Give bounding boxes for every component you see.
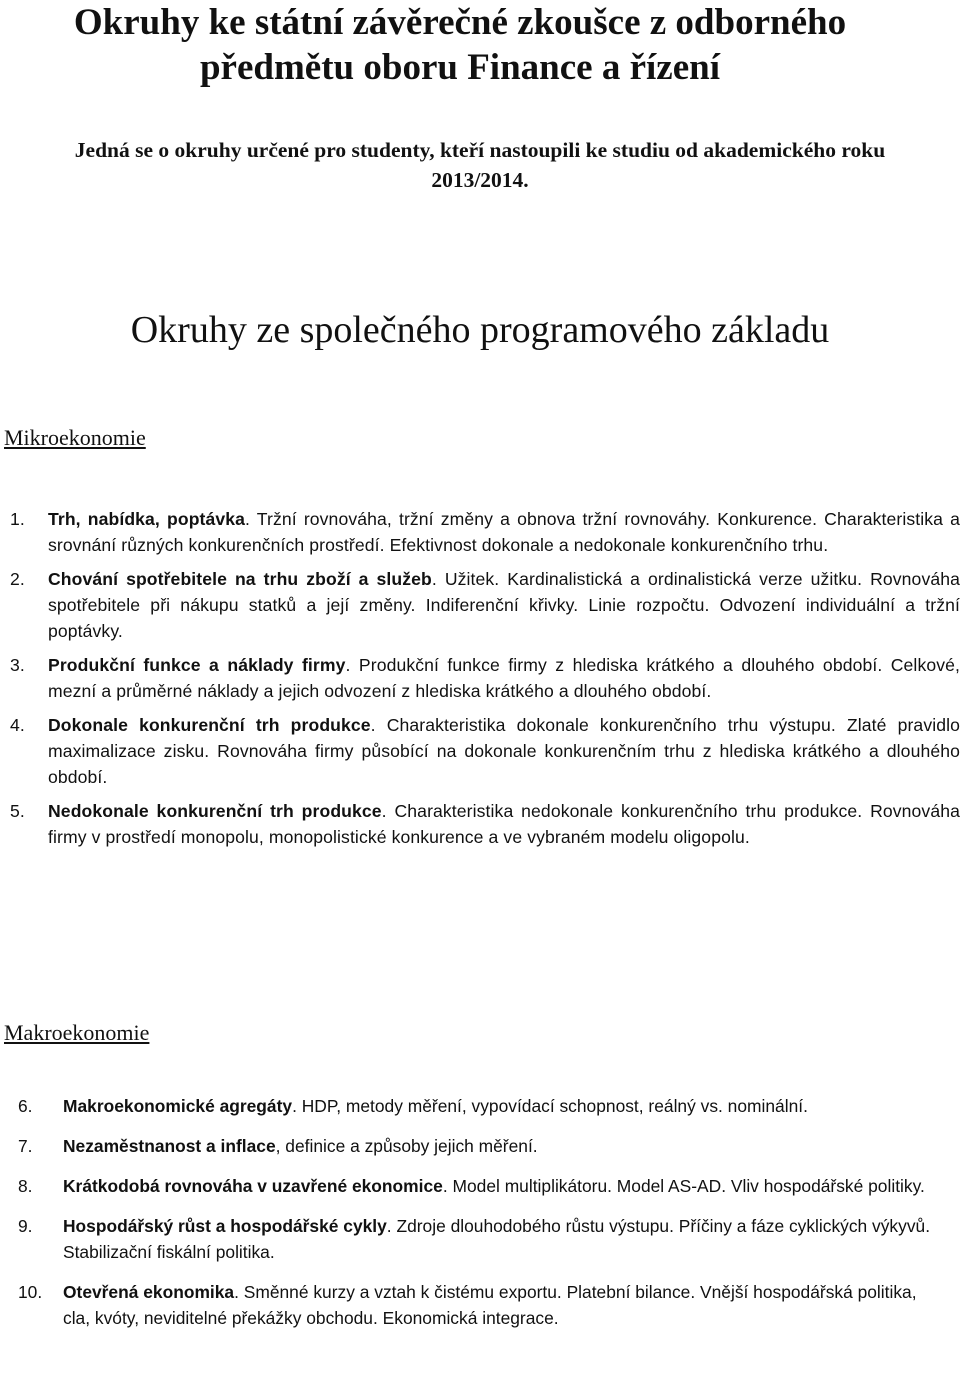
item-heading: Chování spotřebitele na trhu zboží a služeb: [48, 569, 432, 589]
item-text: . Směnné kurzy a vztah k čistému exportu. Platební bilance. Vnější hospodářská politika, cla, kvóty, neviditelné překážky obchodu. Ekonomická integrace.: [63, 1282, 917, 1328]
title-line-1: Okruhy ke státní závěrečné zkoušce z odborného: [73, 2, 847, 43]
item-number: 5.: [10, 801, 25, 821]
item-number: 9.: [18, 1216, 33, 1236]
item-number: 7.: [18, 1136, 33, 1156]
item-text: . Charakteristika nedokonale konkurenčního trhu produkce. Rovnováha firmy v prostředí monopolu, monopolistické konkurence a ve vybraném modelu oligopolu.: [48, 801, 960, 847]
micro-item-2: [10, 566, 960, 644]
item-number: 3.: [10, 655, 25, 675]
item-number: 1.: [10, 509, 25, 529]
item-text: , definice a způsoby jejich měření.: [275, 1136, 538, 1156]
item-heading: Produkční funkce a náklady firmy: [48, 655, 346, 675]
item-text: . HDP, metody měření, vypovídací schopnost, reálný vs. nominální.: [292, 1096, 808, 1116]
item-number: 8.: [18, 1176, 33, 1196]
item-heading: Trh, nabídka, poptávka: [48, 509, 246, 529]
item-number: 10.: [18, 1282, 43, 1302]
item-heading: Dokonale konkurenční trh produkce: [48, 715, 371, 735]
subtitle: [0, 135, 960, 195]
macro-item-10: [18, 1279, 943, 1331]
title-line-2: předmětu oboru Finance a řízení: [199, 47, 720, 88]
item-text: . Tržní rovnováha, tržní změny a obnova tržní rovnováhy. Konkurence. Charakteristika a srovnání různých konkurenčních prostředí. Efektivnost dokonale a nedokonale konkurenčního trhu.: [48, 509, 960, 555]
micro-item-3: [10, 652, 960, 704]
micro-heading: Mikroekonomie: [4, 425, 146, 450]
section-title: Okruhy ze společného programového základu: [130, 309, 830, 351]
macro-item-7: [18, 1133, 943, 1159]
item-number: 6.: [18, 1096, 33, 1116]
micro-item-4: [10, 712, 960, 790]
item-heading: Otevřená ekonomika: [63, 1282, 235, 1302]
macro-item-9: [18, 1213, 943, 1265]
macro-item-6: [18, 1093, 943, 1119]
item-heading: Krátkodobá rovnováha v uzavřené ekonomice: [63, 1176, 443, 1196]
item-heading: Nedokonale konkurenční trh produkce: [48, 801, 382, 821]
macro-item-8: [18, 1173, 943, 1199]
item-heading: Hospodářský růst a hospodářské cykly: [63, 1216, 387, 1236]
micro-list: [10, 506, 960, 850]
subtitle-line-1: Jedná se o okruhy určené pro studenty, kteří nastoupili ke studiu od akademického roku: [74, 138, 886, 162]
item-text: . Užitek. Kardinalistická a ordinalistická verze užitku. Rovnováha spotřebitele při nákupu statků a její změny. Indiferenční křivky. Linie rozpočtu. Odvození individuální a tržní poptávky.: [48, 569, 960, 641]
item-text: . Zdroje dlouhodobého růstu výstupu. Příčiny a fáze cyklických výkyvů. Stabilizační fiskální politika.: [63, 1216, 931, 1262]
item-heading: Makroekonomické agregáty: [63, 1096, 293, 1116]
item-text: . Model multiplikátoru. Model AS-AD. Vliv hospodářské politiky.: [442, 1176, 925, 1196]
document-title: [0, 0, 920, 90]
micro-item-5: [10, 798, 960, 850]
macro-list: [18, 1093, 943, 1331]
macro-heading: Makroekonomie: [4, 1020, 150, 1045]
subtitle-line-2: 2013/2014.: [431, 168, 529, 192]
item-number: 2.: [10, 569, 25, 589]
item-text: . Produkční funkce firmy z hlediska krátkého a dlouhého období. Celkové, mezní a průměrné náklady a jejich odvození z hlediska krátkého a dlouhého období.: [48, 655, 960, 701]
item-number: 4.: [10, 715, 25, 735]
micro-item-1: [10, 506, 960, 558]
item-heading: Nezaměstnanost a inflace: [63, 1136, 276, 1156]
item-text: . Charakteristika dokonale konkurenčního trhu výstupu. Zlaté pravidlo maximalizace zisku. Rovnováha firmy působící na dokonale konkurenčním trhu z hlediska krátkého a dlouhého období.: [48, 715, 960, 787]
